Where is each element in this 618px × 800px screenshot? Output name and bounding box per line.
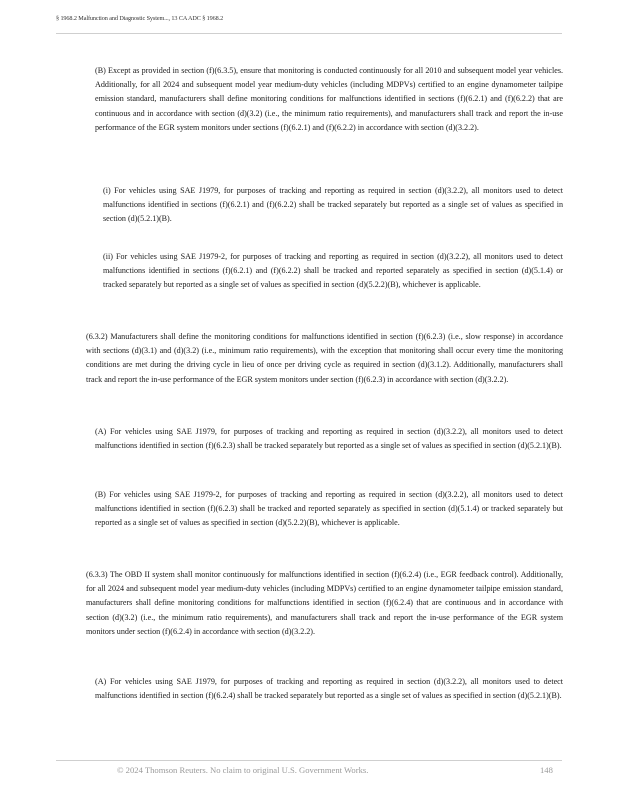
paragraph-6-3-2: (6.3.2) Manufacturers shall define the monitoring conditions for malfunctions identified in section (f)(6.2.3) (i.e., slow response) in accordance with sections (d)(3.1) and (d)(3.2) (i.e., minimum ratio requirements), with the exception that monitoring shall occur every time the monitoring conditions are met during the driving cycle in lieu of once per driving cycle as required in section (d)(3.1.2). Additionally, manufacturers shall track and report the in-use performance of the EGR system monitors under section (f)(6.2.3) in accordance with section (d)(3.2.2). bbox=[86, 332, 563, 384]
footer-divider bbox=[56, 760, 562, 761]
running-header: § 1968.2 Malfunction and Diagnostic System..., 13 CA ADC § 1968.2 bbox=[56, 15, 224, 22]
paragraph-6-3-1-b: (B) Except as provided in section (f)(6.3.5), ensure that monitoring is conducted continuously for all 2010 and subsequent model year vehicles. Additionally, for all 2024 and subsequent model year medium-duty vehicles (including MDPVs) certified to an engine dynamometer tailpipe emission standard, manufacturers shall define monitoring conditions for malfunctions identified in sections (f)(6.2.1) and (f)(6.2.2) that are continuous and in accordance with section (d)(3.2) (i.e., the minimum ratio requirements), and manufacturers shall track and report the in-use performance of the EGR system monitors under sections (f)(6.2.1) and (f)(6.2.2) in accordance with section (d)(3.2.2). bbox=[95, 66, 563, 132]
paragraph-6-3-2-a: (A) For vehicles using SAE J1979, for purposes of tracking and reporting as required in section (d)(3.2.2), all monitors used to detect malfunctions identified in section (f)(6.2.3) shall be tracked separately but reported as a single set of values as specified in section (d)(5.2.1)(B). bbox=[95, 427, 563, 451]
paragraph-6-3-3: (6.3.3) The OBD II system shall monitor continuously for malfunctions identified in section (f)(6.2.4) (i.e., EGR feedback control). Additionally, for all 2024 and subsequent model year medium-duty vehicles (including MDPVs) certified to an engine dynamometer tailpipe emission standard, manufacturers shall define monitoring conditions for malfunctions identified in section (f)(6.2.4) that are continuous and in accordance with section (d)(3.2) (i.e., the minimum ratio requirements), and manufacturers shall track and report the in-use performance of the EGR system monitors under section (f)(6.2.4) in accordance with section (d)(3.2.2). bbox=[86, 570, 563, 636]
paragraph-6-3-1-b-i: (i) For vehicles using SAE J1979, for purposes of tracking and reporting as required in section (d)(3.2.2), all monitors used to detect malfunctions identified in sections (f)(6.2.1) and (f)(6.2.2) shall be tracked separately but reported as a single set of values as specified in section (d)(5.2.1)(B). bbox=[103, 186, 563, 224]
paragraph-6-3-3-a: (A) For vehicles using SAE J1979, for purposes of tracking and reporting as required in section (d)(3.2.2), all monitors used to detect malfunctions identified in section (f)(6.2.4) shall be tracked separately but reported as a single set of values as specified in section (d)(5.2.1)(B). bbox=[95, 677, 563, 701]
page-number: 148 bbox=[540, 765, 553, 775]
header-divider bbox=[56, 33, 562, 34]
paragraph-6-3-1-b-ii: (ii) For vehicles using SAE J1979-2, for purposes of tracking and reporting as required in section (d)(3.2.2), all monitors used to detect malfunctions identified in sections (f)(6.2.1) and (f)(6.2.2) shall be tracked and reported separately as specified in section (d)(5.1.4) or tracked separately but reported as a single set of values as specified in section (d)(5.2.2)(B), whichever is applicable. bbox=[103, 252, 563, 290]
paragraph-6-3-2-b: (B) For vehicles using SAE J1979-2, for purposes of tracking and reporting as required in section (d)(3.2.2), all monitors used to detect malfunctions identified in section (f)(6.2.3) shall be tracked and reported separately as specified in section (d)(5.1.4) or tracked separately but reported as a single set of values as specified in section (d)(5.2.2)(B), whichever is applicable. bbox=[95, 490, 563, 528]
copyright-notice: © 2024 Thomson Reuters. No claim to original U.S. Government Works. bbox=[117, 765, 369, 775]
